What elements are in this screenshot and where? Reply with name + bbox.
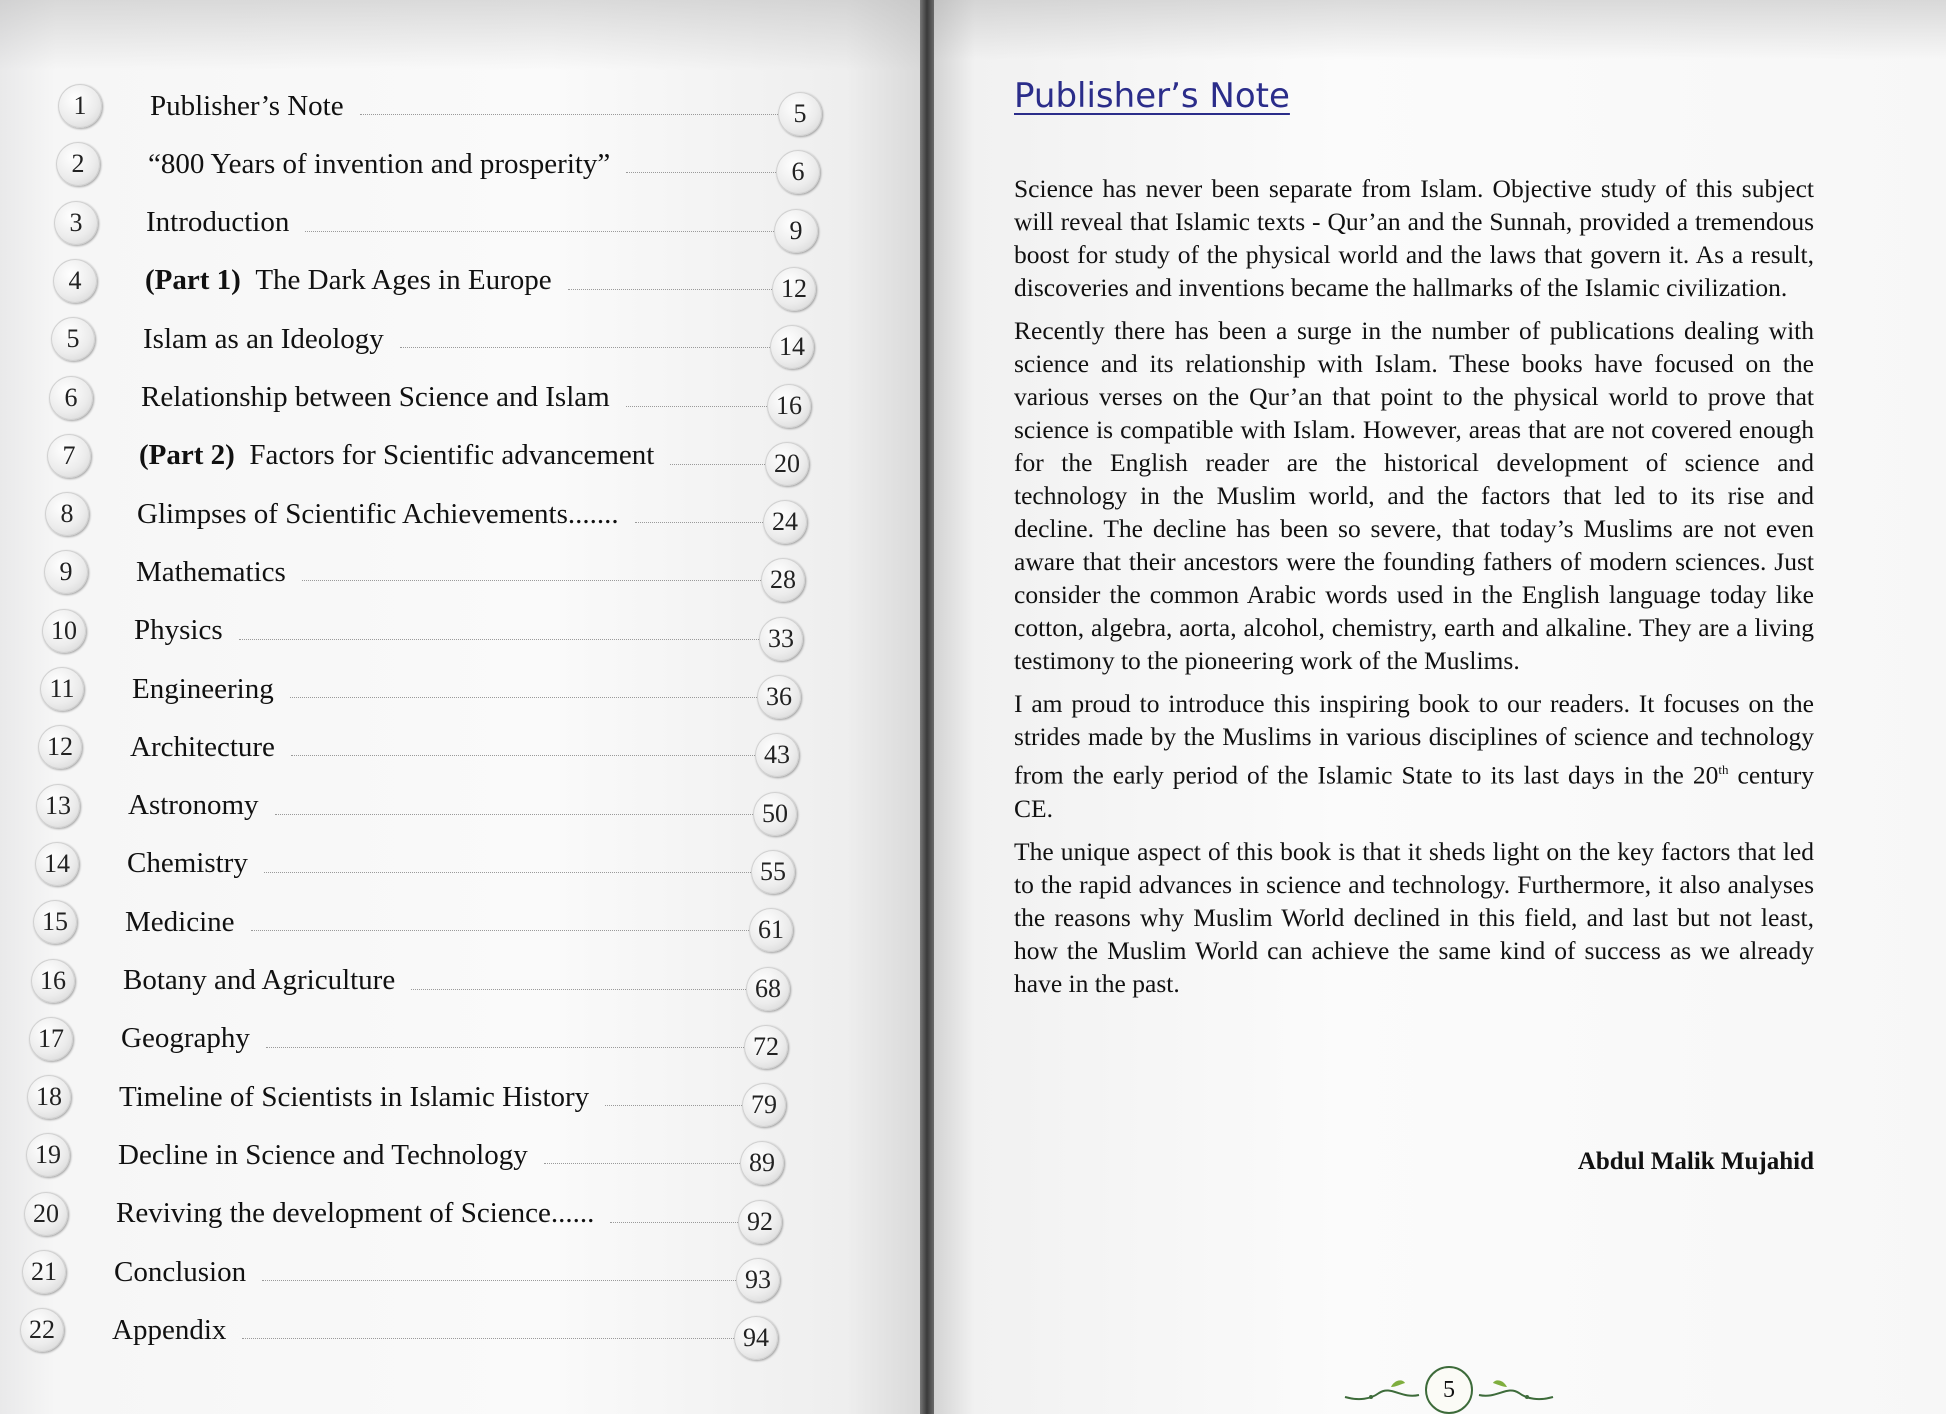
toc-leader-line xyxy=(264,871,751,873)
toc-number: 19 xyxy=(26,1133,70,1177)
toc-leader-line xyxy=(239,638,759,640)
toc-leader-line xyxy=(266,1046,744,1048)
toc-entry[interactable] xyxy=(38,720,799,774)
toc-page-number: 61 xyxy=(749,908,793,952)
toc-entry[interactable] xyxy=(58,79,822,133)
toc-page-number: 43 xyxy=(755,733,799,777)
toc-page-number: 12 xyxy=(772,267,816,311)
toc-leader-line xyxy=(262,1279,736,1281)
toc-title-text: Engineering xyxy=(132,672,274,705)
toc-entry[interactable] xyxy=(20,1303,778,1357)
paragraph-3 xyxy=(1014,687,1814,825)
toc-page-number: 28 xyxy=(761,558,805,602)
toc-number: 16 xyxy=(31,959,75,1003)
toc-number: 13 xyxy=(36,784,80,828)
toc-title xyxy=(137,498,619,531)
toc-title-text: Appendix xyxy=(112,1313,227,1346)
toc-leader-line xyxy=(400,346,770,348)
toc-leader-line xyxy=(610,1221,738,1223)
toc-title xyxy=(118,1139,528,1172)
toc-number: 12 xyxy=(38,725,82,769)
toc-title-text: “800 Years of invention and prosperity” xyxy=(148,147,611,180)
toc-number: 5 xyxy=(51,317,95,361)
toc-number: 9 xyxy=(44,550,88,594)
toc-title xyxy=(125,906,235,939)
paragraph-2: Recently there has been a surge in the number of publications dealing with science and its relationship with Islam. These books have focused on the various verses on the Qur’an that point to the physical world to prove that science is compatible with Islam. However, areas that are not covered enough for the English reader are the historical development of science and technology in the Muslim world, and the factors that led to its rise and decline. The decline has been so severe, that today’s Muslims are not even aware that their ancestors were the founding fathers of modern sciences. Just consider the common Arabic words used in the English language today like cotton, algebra, aorta, alcohol, chemistry, earth and alkaline. They are a living testimony to the pioneering work of the Muslims. xyxy=(1014,316,1814,675)
toc-title xyxy=(136,556,286,589)
toc-page-number: 36 xyxy=(757,675,801,719)
toc-leader-line xyxy=(305,230,774,232)
toc-number: 1 xyxy=(58,84,102,128)
toc-number: 4 xyxy=(53,259,97,303)
paragraph-3-text: I am proud to introduce this inspiring book to our readers. It focuses on the strides made by the Muslims in various disciplines of science and technology from the early period of the Islamic State to its last days in the 20 xyxy=(1014,689,1814,790)
toc-entry[interactable] xyxy=(45,487,807,541)
toc-page-number: 55 xyxy=(751,850,795,894)
toc-title xyxy=(128,789,259,822)
toc-title-text: Architecture xyxy=(130,730,275,763)
toc-title xyxy=(148,148,610,181)
toc-leader-line xyxy=(605,1104,742,1106)
toc-page-number: 14 xyxy=(770,325,814,369)
toc-page-number: 9 xyxy=(774,209,818,253)
toc-entry[interactable] xyxy=(31,954,790,1008)
paragraph-1: Science has never been separate from Islam. Objective study of this subject will reveal that Islamic texts - Qur’an and the Sunnah, provided a tremendous boost for study of the physical world and the laws that govern it. As a result, discoveries and inventions became the hallmarks of the Islamic civilization. xyxy=(1014,174,1814,302)
toc-number: 2 xyxy=(56,142,100,186)
toc-title-text: Factors for Scientific advancement xyxy=(249,439,655,472)
toc-part-label: (Part 1) xyxy=(145,264,241,297)
toc-title xyxy=(143,323,384,356)
toc-title xyxy=(114,1256,246,1289)
toc-page-number: 94 xyxy=(734,1316,778,1360)
toc-leader-line xyxy=(291,754,755,756)
toc-number: 21 xyxy=(22,1250,66,1294)
toc-title xyxy=(130,731,275,764)
toc-page-number: 6 xyxy=(776,150,820,194)
toc-number: 7 xyxy=(47,434,91,478)
toc-number: 3 xyxy=(54,201,98,245)
toc-title xyxy=(132,673,274,706)
toc-title xyxy=(121,1022,250,1055)
toc-entry[interactable] xyxy=(47,429,809,483)
toc-part-label: (Part 2) xyxy=(139,439,235,472)
toc-number: 6 xyxy=(49,376,93,420)
toc-title-text: Publisher’s Note xyxy=(150,89,344,122)
ordinal-suffix: th xyxy=(1718,762,1729,777)
toc-page-number: 79 xyxy=(742,1083,786,1127)
book-gutter xyxy=(920,0,934,1414)
toc-title xyxy=(146,206,289,239)
toc-entry[interactable] xyxy=(24,1187,782,1241)
toc-title-text: Astronomy xyxy=(128,789,259,822)
toc-leader-line xyxy=(360,113,778,115)
toc-title xyxy=(116,1197,594,1230)
toc-leader-line xyxy=(568,288,772,290)
toc-title-text: Reviving the development of Science...... xyxy=(116,1197,595,1230)
toc-title xyxy=(112,1314,226,1347)
toc-entry[interactable] xyxy=(44,545,805,599)
toc-title-text: Medicine xyxy=(125,905,235,938)
toc-entry[interactable] xyxy=(33,895,793,949)
toc-page-number: 50 xyxy=(753,792,797,836)
toc-entry[interactable] xyxy=(42,604,803,658)
toc-page-number: 5 xyxy=(778,92,822,136)
toc-number: 15 xyxy=(33,900,77,944)
toc-number: 20 xyxy=(24,1192,68,1236)
toc-number: 10 xyxy=(42,609,86,653)
page-title: Publisher’s Note xyxy=(1014,76,1290,116)
page-number: 5 xyxy=(1425,1366,1473,1414)
page-footer xyxy=(1334,1366,1564,1414)
leaf-vine-ornament-left-icon xyxy=(1341,1375,1421,1405)
toc-page-number: 20 xyxy=(765,442,809,486)
toc-leader-line xyxy=(275,813,754,815)
toc-title-text: Relationship between Science and Islam xyxy=(141,381,610,413)
toc-entry[interactable] xyxy=(35,837,795,891)
toc-page-number: 93 xyxy=(736,1258,780,1302)
paragraph-3-tail: century CE. xyxy=(1014,760,1814,823)
toc-page-number: 24 xyxy=(763,500,807,544)
toc-leader-line xyxy=(626,171,776,173)
toc-number: 8 xyxy=(45,492,89,536)
toc-entry[interactable] xyxy=(27,1070,786,1124)
toc-title-text: Timeline of Scientists in Islamic History xyxy=(119,1080,590,1113)
toc-entry[interactable] xyxy=(53,254,816,308)
signature: Abdul Malik Mujahid xyxy=(1577,1148,1814,1175)
toc-entry[interactable] xyxy=(36,779,797,833)
toc-title-text: Glimpses of Scientific Achievements....... xyxy=(137,497,619,530)
toc-title xyxy=(134,614,223,647)
toc-title-text: Decline in Science and Technology xyxy=(118,1138,528,1171)
toc-entry[interactable] xyxy=(54,196,818,250)
toc-title-text: Chemistry xyxy=(127,847,248,880)
toc-title-text: Introduction xyxy=(146,206,290,239)
toc-leader-line xyxy=(635,521,763,523)
toc-entry[interactable] xyxy=(22,1245,780,1299)
toc-entry[interactable] xyxy=(51,312,814,366)
toc-title-text: Islam as an Ideology xyxy=(143,322,384,355)
toc-leader-line xyxy=(290,696,757,698)
toc-title-text: Mathematics xyxy=(136,555,286,588)
toc-number: 22 xyxy=(20,1308,64,1352)
toc-entry[interactable] xyxy=(26,1128,784,1182)
publishers-note-page xyxy=(934,0,1946,1414)
toc-leader-line xyxy=(544,1162,740,1164)
toc-number: 11 xyxy=(40,667,84,711)
toc-leader-line xyxy=(251,929,749,931)
toc-page-number: 68 xyxy=(746,967,790,1011)
toc-title-text: Geography xyxy=(121,1022,250,1055)
leaf-vine-ornament-right-icon xyxy=(1477,1375,1557,1405)
toc-number: 14 xyxy=(35,842,79,886)
toc-page-number: 72 xyxy=(744,1025,788,1069)
toc-title xyxy=(141,381,610,414)
toc-leader-line xyxy=(302,579,761,581)
toc-leader-line xyxy=(626,405,767,407)
paragraph-4: The unique aspect of this book is that it sheds light on the key factors that led to the rapid advances in science and technology. Furthermore, it also analyses the reasons why Muslim World declined in this field, and last but not least, how the Muslim World can achieve the same kind of success as we already have in the past. xyxy=(1014,836,1814,998)
toc-page-number: 89 xyxy=(740,1141,784,1185)
toc-title xyxy=(119,1081,589,1114)
toc-number: 18 xyxy=(27,1075,71,1119)
toc-entry[interactable] xyxy=(40,662,801,716)
toc-title xyxy=(123,964,395,997)
toc-title-text: The Dark Ages in Europe xyxy=(255,264,552,297)
toc-title xyxy=(139,439,654,472)
contents-page xyxy=(0,0,920,1414)
toc-leader-line xyxy=(670,463,765,465)
toc-leader-line xyxy=(242,1337,734,1339)
toc-entry[interactable] xyxy=(29,1012,788,1066)
toc-leader-line xyxy=(411,988,746,990)
toc-title xyxy=(127,847,248,880)
toc-title xyxy=(150,90,344,123)
toc-number: 17 xyxy=(29,1017,73,1061)
toc-title xyxy=(145,264,552,297)
toc-title-text: Physics xyxy=(134,614,223,647)
toc-title-text: Conclusion xyxy=(114,1255,247,1288)
toc-page-number: 92 xyxy=(738,1200,782,1244)
toc-entry[interactable] xyxy=(49,371,811,425)
note-body xyxy=(1014,172,1814,1010)
toc-page-number: 33 xyxy=(759,617,803,661)
toc-page-number: 16 xyxy=(767,384,811,428)
toc-entry[interactable] xyxy=(56,137,820,191)
toc-title-text: Botany and Agriculture xyxy=(123,964,396,996)
